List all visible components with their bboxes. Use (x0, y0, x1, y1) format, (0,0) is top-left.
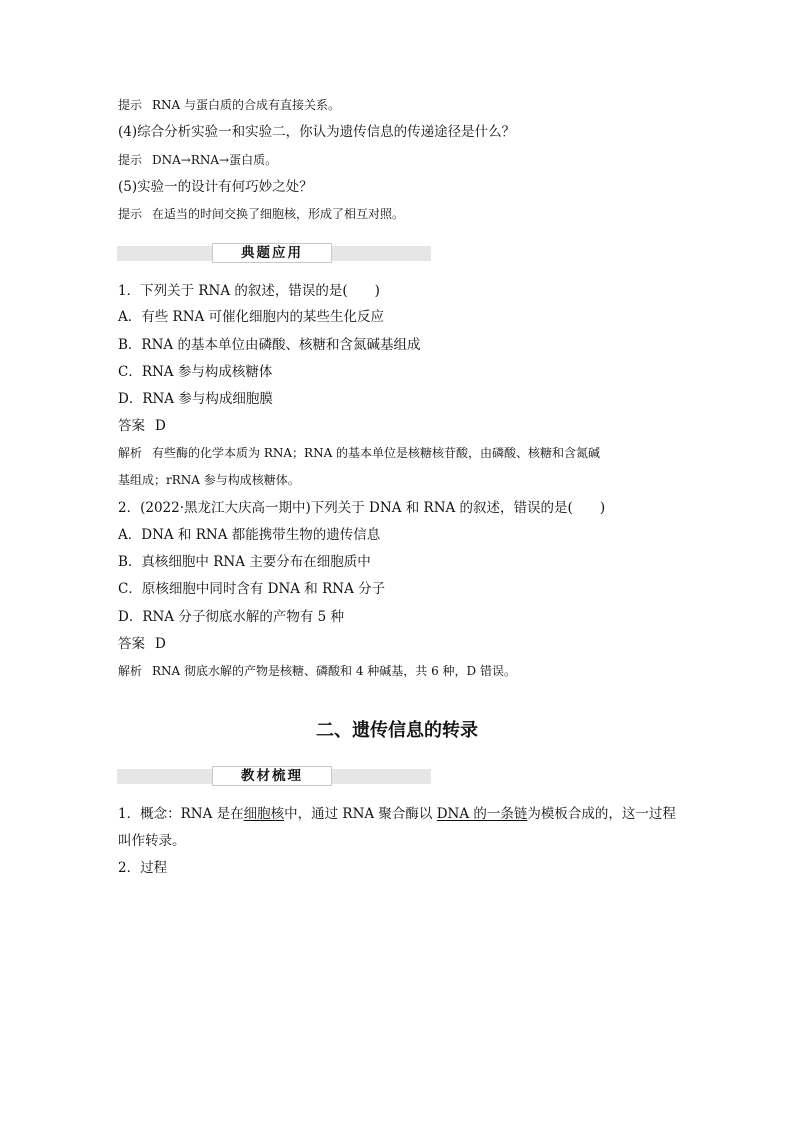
section-bar-application (117, 246, 431, 261)
analysis-label: 解析 (118, 446, 143, 460)
question-2-option-b: B．真核细胞中 RNA 主要分布在细胞质中 (118, 554, 371, 570)
hint-3 (118, 205, 688, 223)
question-1-answer (118, 417, 688, 435)
hint-label: 提示 (118, 98, 143, 112)
question-4: (4)综合分析实验一和实验二，你认为遗传信息的传递途径是什么？ (118, 124, 516, 140)
section-title: 典题应用 (212, 243, 332, 263)
answer-label: 答案 (118, 636, 145, 652)
section-heading: 二、遗传信息的转录 (316, 720, 478, 741)
hint-text: 在适当的时间交换了细胞核，形成了相互对照。 (152, 207, 405, 221)
concept-mid: 中，通过 RNA 聚合酶以 (284, 806, 437, 822)
answer-value: D (155, 636, 166, 652)
analysis-label: 解析 (118, 664, 143, 678)
question-2-option-d: D．RNA 分子彻底水解的产物有 5 种 (118, 609, 345, 625)
concept-suffix: 为模板合成的，这一过程 (527, 806, 676, 822)
question-2-option-c: C．原核细胞中同时含有 DNA 和 RNA 分子 (118, 581, 386, 597)
hint-text: RNA 与蛋白质的合成有直接关系。 (152, 98, 341, 112)
question-2-option-a: A．DNA 和 RNA 都能携带生物的遗传信息 (118, 527, 381, 543)
question-1-option-a: A．有些 RNA 可催化细胞内的某些生化反应 (118, 309, 385, 325)
section-bar-textbook (117, 769, 431, 784)
hint-text: DNA→RNA→蛋白质。 (152, 153, 278, 167)
question-1-option-c: C．RNA 参与构成核糖体 (118, 364, 273, 380)
question-1-analysis-cont: 基组成；rRNA 参与构成核糖体。 (118, 473, 300, 487)
process-heading: 2．过程 (118, 860, 168, 876)
hint-2 (118, 151, 688, 169)
question-1-stem: 1．下列关于 RNA 的叙述，错误的是( ) (118, 283, 380, 299)
question-1-option-b: B．RNA 的基本单位由磷酸、核糖和含氮碱基组成 (118, 337, 421, 353)
concept-underline-nucleus: 细胞核 (243, 806, 285, 822)
concept-line-2: 叫作转录。 (118, 833, 186, 849)
answer-value: D (155, 418, 166, 434)
question-1-option-d: D．RNA 参与构成细胞膜 (118, 391, 273, 407)
question-2-stem: 2．(2022·黑龙江大庆高一期中)下列关于 DNA 和 RNA 的叙述，错误的是( ) (118, 500, 606, 516)
hint-1 (118, 96, 688, 114)
concept-prefix: 1．概念：RNA 是在 (118, 806, 244, 822)
analysis-text: 有些酶的化学本质为 RNA；RNA 的基本单位是核糖核苷酸，由磷酸、核糖和含氮碱 (152, 446, 601, 460)
analysis-text: RNA 彻底水解的产物是核糖、磷酸和 4 种碱基，共 6 种，D 错误。 (152, 664, 516, 678)
question-2-answer (118, 635, 688, 653)
question-1-analysis (118, 444, 688, 462)
hint-label: 提示 (118, 207, 143, 221)
concept-line (118, 805, 688, 823)
question-5: (5)实验一的设计有何巧妙之处？ (118, 179, 313, 195)
concept-underline-dna-strand: DNA 的一条链 (436, 806, 528, 822)
question-2-analysis (118, 662, 688, 680)
section-title: 教材梳理 (212, 766, 332, 786)
hint-label: 提示 (118, 153, 143, 167)
answer-label: 答案 (118, 418, 145, 434)
